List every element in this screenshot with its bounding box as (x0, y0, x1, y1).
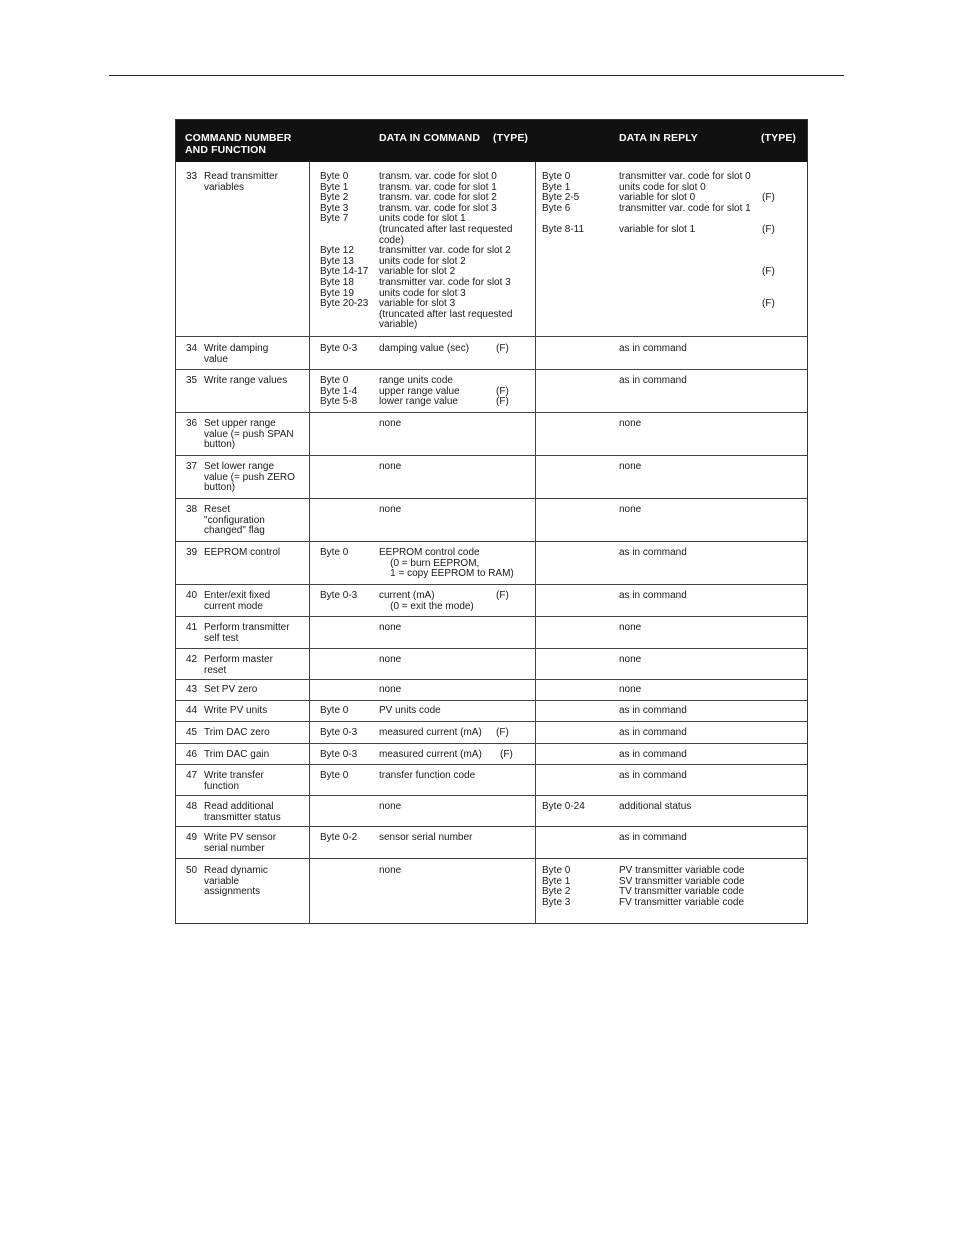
command-data: transfer function code (379, 770, 476, 781)
command-bytes: Byte 0 Byte 1-4 Byte 5-8 (320, 375, 358, 408)
reply-data: as in command (619, 770, 687, 781)
command-number: 38 (186, 504, 198, 515)
command-function: Write range values (204, 375, 288, 386)
reply-data: none (619, 654, 642, 665)
command-table (175, 119, 808, 924)
reply-type: (F) (F) (F) (F) (762, 192, 775, 310)
reply-data: none (619, 684, 642, 695)
table-row (176, 700, 807, 721)
command-number: 33 (186, 171, 198, 182)
command-data: none (379, 504, 402, 515)
command-bytes: Byte 0-3 (320, 590, 358, 601)
table-row (176, 412, 807, 455)
table-row (176, 826, 807, 858)
command-number: 35 (186, 375, 198, 386)
reply-data: as in command (619, 705, 687, 716)
command-data: current (mA) (0 = exit the mode) (379, 590, 474, 612)
table-row (176, 455, 807, 498)
command-type: (F) (496, 727, 509, 738)
command-number: 36 (186, 418, 198, 429)
reply-data: as in command (619, 375, 687, 386)
command-data: none (379, 865, 402, 876)
command-data: EEPROM control code (0 = burn EEPROM, 1 = copy EEPROM to RAM) (379, 547, 514, 580)
command-number: 41 (186, 622, 198, 633)
command-number: 46 (186, 749, 198, 760)
reply-data: as in command (619, 547, 687, 558)
command-function: Set lower range value (= push ZERO button) (204, 461, 295, 494)
reply-data: as in command (619, 590, 687, 601)
command-function: EEPROM control (204, 547, 281, 558)
command-data: sensor serial number (379, 832, 473, 843)
command-bytes: Byte 0-2 (320, 832, 358, 843)
reply-data: as in command (619, 749, 687, 760)
table-row (176, 336, 807, 369)
table-row (176, 764, 807, 795)
table-row (176, 858, 807, 924)
command-function: Perform transmitter self test (204, 622, 290, 644)
command-type: (F) (496, 590, 509, 601)
command-data: none (379, 654, 402, 665)
command-bytes: Byte 0 Byte 1 Byte 2 Byte 3 Byte 7 Byte 12 Byte 13 Byte 14-17 Byte 18 Byte 19 Byte 20-23 (320, 171, 369, 310)
command-type: (F) (500, 749, 513, 760)
table-row (176, 584, 807, 616)
command-function: Trim DAC gain (204, 749, 270, 760)
reply-data: none (619, 461, 642, 472)
command-number: 45 (186, 727, 198, 738)
command-function: Trim DAC zero (204, 727, 270, 738)
page-top-rule (109, 75, 844, 76)
header-reply-type: (TYPE) (761, 132, 797, 144)
command-data: none (379, 801, 402, 812)
command-bytes: Byte 0 (320, 705, 349, 716)
command-type: (F) (F) (496, 385, 509, 408)
command-function: Read dynamic variable assignments (204, 865, 268, 898)
command-number: 43 (186, 684, 198, 695)
command-function: Read transmitter variables (204, 171, 278, 193)
command-number: 37 (186, 461, 198, 472)
reply-data: PV transmitter variable code SV transmitter variable code TV transmitter variable code FV transmitter variable code (619, 865, 745, 908)
reply-bytes: Byte 0 Byte 1 Byte 2-5 Byte 6 Byte 8-11 (542, 171, 585, 235)
command-number: 39 (186, 547, 198, 558)
command-function: Enter/exit fixed current mode (204, 590, 271, 612)
table-row (176, 795, 807, 826)
command-bytes: Byte 0-3 (320, 343, 358, 354)
command-number: 49 (186, 832, 198, 843)
command-data: transm. var. code for slot 0 transm. var. code for slot 1 transm. var. code for slot 2 transm. var. code for slot 3 units code for slot 1 (truncated after last requested code) transmitter var. code for slot 2 units code for slot 2 variable for slot 2 transmitter var. code for slot 3 units code for slot 3 variable for slot 3 (truncated after last requested variable) (379, 171, 513, 331)
table-row (176, 541, 807, 584)
command-function: Write damping value (204, 343, 269, 365)
command-number: 47 (186, 770, 198, 781)
command-bytes: Byte 0-3 (320, 749, 358, 760)
command-data: measured current (mA) (379, 749, 482, 760)
command-number: 44 (186, 705, 198, 716)
reply-data: as in command (619, 343, 687, 354)
command-number: 34 (186, 343, 198, 354)
command-data: none (379, 461, 402, 472)
reply-data: none (619, 418, 642, 429)
command-function: Perform master reset (204, 654, 273, 676)
command-function: Set PV zero (204, 684, 258, 695)
table-row (176, 743, 807, 764)
table-row (176, 498, 807, 541)
reply-data: as in command (619, 832, 687, 843)
table-row (176, 679, 807, 700)
header-data-in-reply: DATA IN REPLY (619, 132, 698, 144)
command-number: 48 (186, 801, 198, 812)
table-row (176, 162, 807, 336)
command-function: Set upper range value (= push SPAN button) (204, 418, 294, 451)
table-row (176, 648, 807, 679)
command-data: damping value (sec) (379, 343, 470, 354)
command-number: 50 (186, 865, 198, 876)
reply-bytes: Byte 0 Byte 1 Byte 2 Byte 3 (542, 865, 571, 908)
command-data: none (379, 418, 402, 429)
command-data: none (379, 622, 402, 633)
reply-data: none (619, 622, 642, 633)
command-data: PV units code (379, 705, 441, 716)
command-type: (F) (496, 343, 509, 354)
command-number: 40 (186, 590, 198, 601)
reply-data: as in command (619, 727, 687, 738)
table-header (176, 120, 807, 162)
table-row (176, 616, 807, 648)
command-function: Reset "configuration changed" flag (204, 504, 265, 537)
reply-data: none (619, 504, 642, 515)
reply-data: transmitter var. code for slot 0 units code for slot 0 variable for slot 0 transmitter var. code for slot 1 variable for slot 1 (619, 171, 751, 235)
command-function: Write PV units (204, 705, 268, 716)
command-bytes: Byte 0-3 (320, 727, 358, 738)
reply-bytes: Byte 0-24 (542, 801, 585, 812)
command-bytes: Byte 0 (320, 770, 349, 781)
command-data: none (379, 684, 402, 695)
table-row (176, 721, 807, 743)
header-command-type: (TYPE) (493, 132, 529, 144)
command-function: Read additional transmitter status (204, 801, 281, 823)
command-function: Write PV sensor serial number (204, 832, 277, 854)
reply-data: additional status (619, 801, 692, 812)
header-command-number: COMMAND NUMBER AND FUNCTION (185, 132, 292, 156)
command-function: Write transfer function (204, 770, 264, 792)
command-bytes: Byte 0 (320, 547, 349, 558)
command-number: 42 (186, 654, 198, 665)
table-row (176, 369, 807, 412)
command-data: measured current (mA) (379, 727, 482, 738)
header-data-in-command: DATA IN COMMAND (379, 132, 481, 144)
command-data: range units code upper range value lower range value (379, 375, 460, 408)
